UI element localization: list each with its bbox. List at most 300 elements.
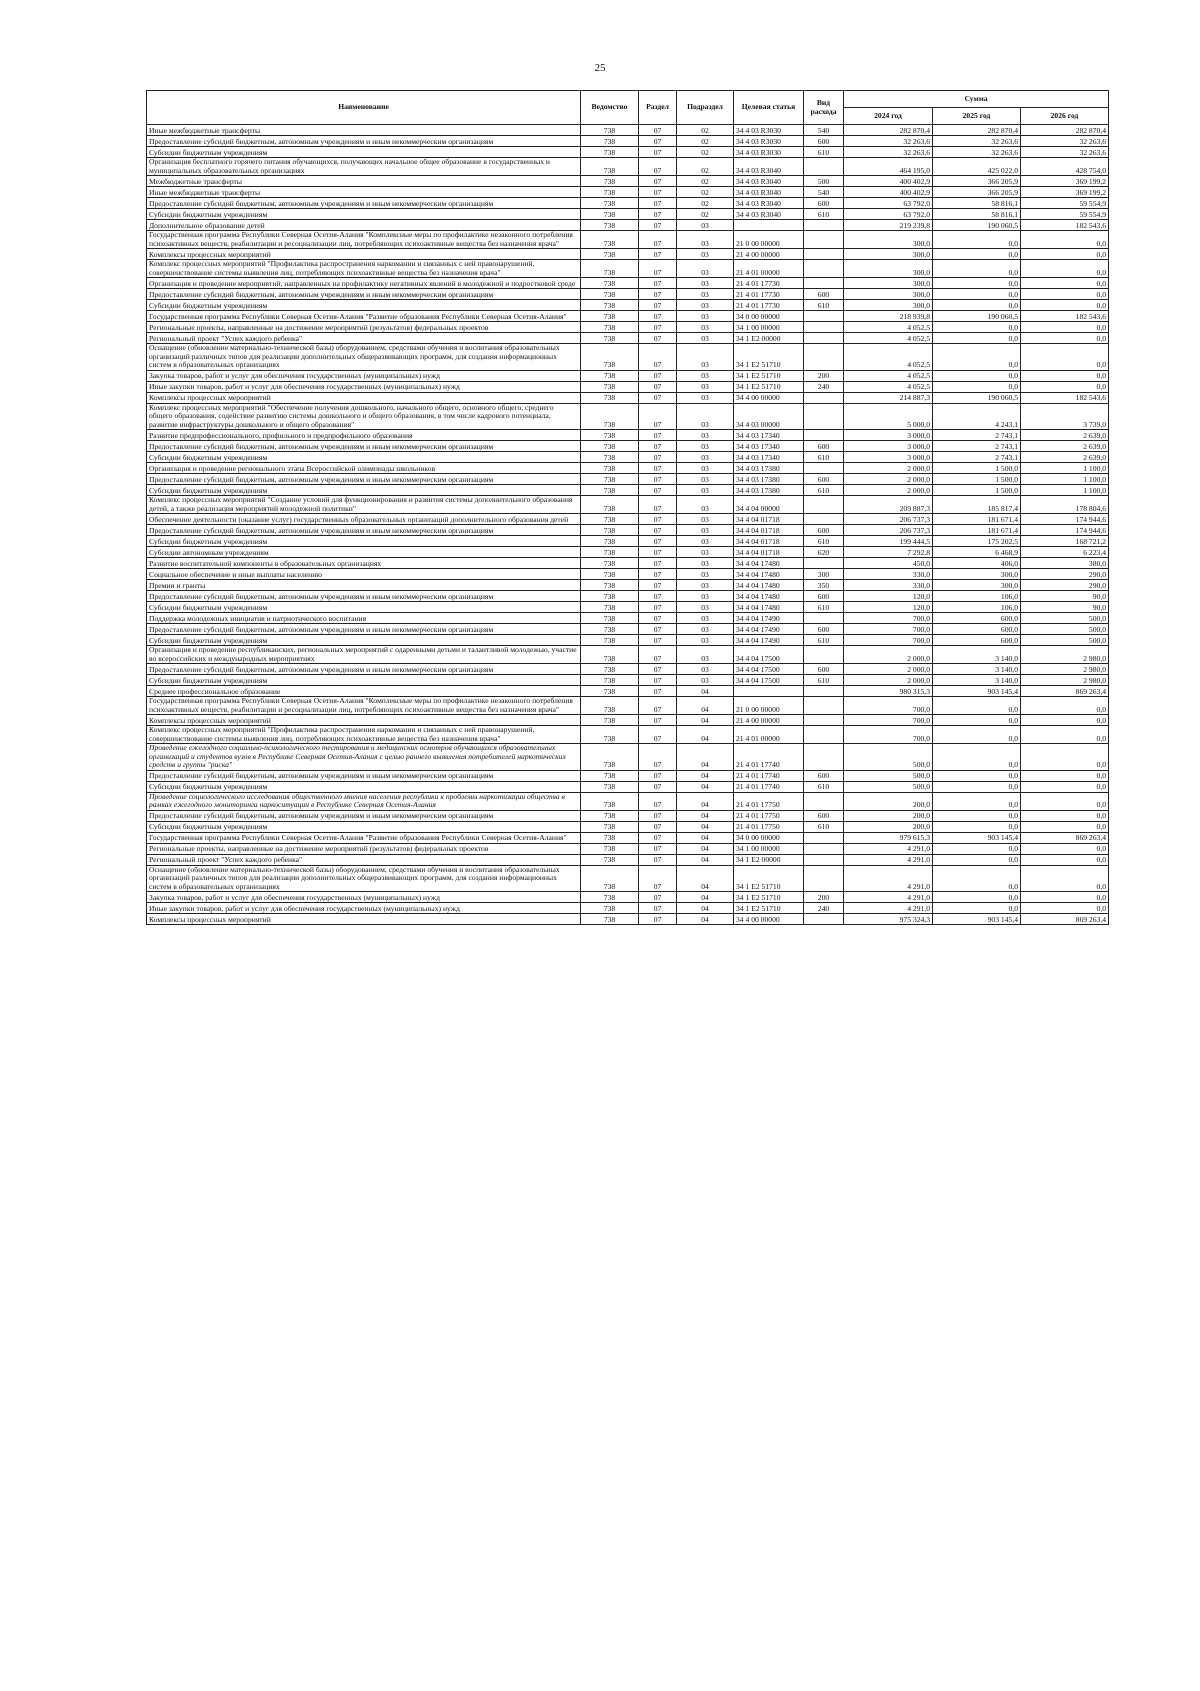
cell-sum-2026: 869 263,4 [1021,832,1109,843]
cell-sum-2026: 0,0 [1021,903,1109,914]
cell-sum-2025: 0,0 [933,333,1021,344]
cell-podrazdel: 04 [677,781,734,792]
cell-ved: 738 [581,865,639,892]
cell-vid [804,392,844,403]
cell-razdel: 07 [639,525,677,536]
cell-vid: 610 [804,635,844,646]
cell-ved: 738 [581,892,639,903]
cell-sum-2025: 0,0 [933,821,1021,832]
cell-name: Предоставление субсидий бюджетным, автономным учреждениям и иным некоммерческим организациям [147,474,581,485]
cell-podrazdel: 02 [677,209,734,220]
cell-sum-2024: 2 000,0 [844,463,933,474]
cell-sum-2024: 5 000,0 [844,403,933,430]
cell-razdel: 07 [639,854,677,865]
cell-podrazdel: 03 [677,646,734,664]
table-row [147,322,1109,333]
cell-celevaya: 34 4 04 17490 [734,613,804,624]
cell-podrazdel: 02 [677,187,734,198]
cell-name: Закупка товаров, работ и услуг для обеспечения государственных (муниципальных) нужд [147,892,581,903]
cell-razdel: 07 [639,580,677,591]
cell-razdel: 07 [639,781,677,792]
cell-sum-2026: 0,0 [1021,865,1109,892]
cell-razdel: 07 [639,697,677,715]
cell-podrazdel: 03 [677,430,734,441]
table-row [147,832,1109,843]
cell-name: Региональный проект "Успех каждого ребенка" [147,854,581,865]
cell-name: Межбюджетные трансферты [147,176,581,187]
table-row [147,231,1109,249]
cell-celevaya: 34 4 00 00000 [734,914,804,925]
cell-celevaya: 21 4 01 17750 [734,810,804,821]
cell-podrazdel: 04 [677,715,734,726]
cell-vid [804,726,844,744]
cell-sum-2025: 106,0 [933,591,1021,602]
table-row [147,514,1109,525]
cell-ved: 738 [581,914,639,925]
cell-sum-2026: 0,0 [1021,289,1109,300]
cell-sum-2025: 0,0 [933,300,1021,311]
cell-razdel: 07 [639,903,677,914]
cell-podrazdel: 02 [677,176,734,187]
cell-ved: 738 [581,569,639,580]
table-row [147,176,1109,187]
cell-sum-2026: 0,0 [1021,333,1109,344]
cell-sum-2025: 0,0 [933,810,1021,821]
cell-sum-2025: 0,0 [933,344,1021,371]
cell-ved: 738 [581,781,639,792]
cell-sum-2024: 300,0 [844,278,933,289]
cell-podrazdel: 04 [677,832,734,843]
cell-vid [804,463,844,474]
cell-name: Предоставление субсидий бюджетным, автономным учреждениям и иным некоммерческим организациям [147,136,581,147]
table-row [147,333,1109,344]
cell-podrazdel: 04 [677,914,734,925]
cell-ved: 738 [581,744,639,771]
cell-name: Развитие предпрофессионального, профильного и предпрофильного образования [147,430,581,441]
cell-sum-2024: 300,0 [844,231,933,249]
cell-podrazdel: 03 [677,463,734,474]
cell-sum-2025: 300,0 [933,580,1021,591]
cell-podrazdel: 03 [677,547,734,558]
cell-razdel: 07 [639,770,677,781]
cell-sum-2024: 2 000,0 [844,474,933,485]
cell-sum-2024: 700,0 [844,726,933,744]
cell-podrazdel: 03 [677,403,734,430]
cell-name: Государственная программа Республики Северная Осетия-Алания "Комплексные меры по профилактике незаконного потребления психоактивных веществ, реабилитации и ресоциализации лиц, потребляющих психоактивные вещества без назначения врача" [147,231,581,249]
cell-sum-2024: 2 000,0 [844,485,933,496]
cell-podrazdel: 03 [677,602,734,613]
cell-celevaya: 34 1 E2 51710 [734,903,804,914]
cell-sum-2024: 3 000,0 [844,452,933,463]
cell-podrazdel: 03 [677,370,734,381]
cell-vid [804,220,844,231]
cell-name: Комплекс процессных мероприятий "Профилактика распространения наркомании и связанных с ней правонарушений, совершенствование системы выявления лиц, потребляющих психоактивные вещества без назначения врача" [147,726,581,744]
cell-celevaya: 34 0 00 00000 [734,311,804,322]
cell-vid [804,333,844,344]
cell-ved: 738 [581,591,639,602]
cell-name: Комплексы процессных мероприятий [147,249,581,260]
cell-name: Предоставление субсидий бюджетным, автономным учреждениям и иным некоммерческим организациям [147,591,581,602]
cell-podrazdel: 04 [677,865,734,892]
cell-razdel: 07 [639,485,677,496]
cell-sum-2024: 3 000,0 [844,430,933,441]
cell-sum-2026: 178 804,6 [1021,496,1109,514]
cell-celevaya: 34 1 E2 51710 [734,370,804,381]
cell-celevaya: 34 4 04 01718 [734,514,804,525]
cell-celevaya: 34 4 03 17340 [734,452,804,463]
cell-sum-2024: 120,0 [844,602,933,613]
cell-sum-2026: 0,0 [1021,770,1109,781]
cell-name: Оснащение (обновление материально-технической базы) оборудованием, средствами обучения и воспитания образовательных организаций различных типов для реализации дополнительных общеразвивающих программ, для создания информационных систем в образовательных организациях [147,344,581,371]
table-row [147,311,1109,322]
cell-razdel: 07 [639,744,677,771]
cell-sum-2025: 1 500,0 [933,485,1021,496]
cell-sum-2024: 980 315,3 [844,686,933,697]
table-row [147,635,1109,646]
cell-celevaya: 34 4 04 01718 [734,536,804,547]
cell-sum-2025: 2 743,1 [933,441,1021,452]
cell-name: Предоставление субсидий бюджетным, автономным учреждениям и иным некоммерческим организациям [147,810,581,821]
cell-name: Региональный проект "Успех каждого ребенка" [147,333,581,344]
cell-ved: 738 [581,770,639,781]
cell-sum-2026: 59 554,9 [1021,198,1109,209]
cell-ved: 738 [581,675,639,686]
table-row [147,744,1109,771]
cell-sum-2025: 600,0 [933,613,1021,624]
cell-sum-2025: 190 060,5 [933,220,1021,231]
cell-celevaya: 34 4 03 R3040 [734,198,804,209]
cell-sum-2024: 4 291,0 [844,903,933,914]
cell-razdel: 07 [639,613,677,624]
cell-sum-2024: 32 263,6 [844,147,933,158]
cell-celevaya: 34 1 E2 00000 [734,333,804,344]
cell-sum-2026: 0,0 [1021,370,1109,381]
cell-sum-2024: 282 870,4 [844,125,933,136]
cell-name: Среднее профессиональное образование [147,686,581,697]
cell-sum-2026: 90,0 [1021,591,1109,602]
cell-sum-2024: 199 444,5 [844,536,933,547]
cell-razdel: 07 [639,591,677,602]
cell-sum-2025: 425 022,0 [933,158,1021,176]
table-row [147,496,1109,514]
cell-podrazdel: 04 [677,697,734,715]
cell-sum-2026: 90,0 [1021,602,1109,613]
cell-podrazdel: 03 [677,536,734,547]
cell-sum-2025: 0,0 [933,322,1021,333]
cell-sum-2024: 400 402,9 [844,176,933,187]
table-row [147,452,1109,463]
cell-sum-2024: 7 292,8 [844,547,933,558]
cell-celevaya: 34 1 E2 51710 [734,892,804,903]
table-row [147,558,1109,569]
cell-sum-2024: 219 239,8 [844,220,933,231]
table-row [147,715,1109,726]
cell-celevaya: 34 1 00 00000 [734,843,804,854]
cell-sum-2026: 500,0 [1021,613,1109,624]
cell-ved: 738 [581,854,639,865]
cell-name: Субсидии бюджетным учреждениям [147,485,581,496]
table-row [147,726,1109,744]
cell-name: Субсидии бюджетным учреждениям [147,675,581,686]
cell-vid [804,686,844,697]
cell-ved: 738 [581,792,639,810]
cell-sum-2025: 0,0 [933,289,1021,300]
cell-razdel: 07 [639,474,677,485]
cell-sum-2025: 0,0 [933,792,1021,810]
cell-sum-2026: 0,0 [1021,381,1109,392]
table-row [147,344,1109,371]
cell-vid [804,311,844,322]
cell-podrazdel: 03 [677,452,734,463]
cell-sum-2024: 500,0 [844,781,933,792]
cell-sum-2025: 282 870,4 [933,125,1021,136]
cell-sum-2024: 206 737,3 [844,525,933,536]
cell-razdel: 07 [639,176,677,187]
cell-ved: 738 [581,333,639,344]
cell-podrazdel: 03 [677,260,734,278]
cell-sum-2026: 869 263,4 [1021,914,1109,925]
cell-sum-2025: 185 817,4 [933,496,1021,514]
cell-sum-2024: 975 324,3 [844,914,933,925]
cell-ved: 738 [581,249,639,260]
cell-sum-2026: 0,0 [1021,697,1109,715]
cell-celevaya: 21 4 01 17750 [734,792,804,810]
cell-celevaya: 34 4 03 00000 [734,403,804,430]
table-row [147,525,1109,536]
cell-razdel: 07 [639,333,677,344]
cell-vid [804,697,844,715]
cell-sum-2026: 0,0 [1021,344,1109,371]
cell-name: Иные закупки товаров, работ и услуг для обеспечения государственных (муниципальных) нужд [147,903,581,914]
cell-sum-2025: 0,0 [933,865,1021,892]
cell-name: Предоставление субсидий бюджетным, автономным учреждениям и иным некоммерческим организациям [147,441,581,452]
cell-podrazdel: 03 [677,558,734,569]
cell-sum-2026: 2 980,0 [1021,664,1109,675]
page-number: 25 [594,62,606,74]
header-ved: Ведомство [581,91,639,125]
cell-vid: 600 [804,441,844,452]
cell-celevaya: 34 4 04 17480 [734,580,804,591]
cell-sum-2024: 4 052,5 [844,381,933,392]
cell-name: Предоставление субсидий бюджетным, автономным учреждениям и иным некоммерческим организациям [147,664,581,675]
header-2024: 2024 год [844,108,933,125]
header-razdel: Раздел [639,91,677,125]
cell-ved: 738 [581,441,639,452]
table-row [147,624,1109,635]
table-row [147,485,1109,496]
cell-name: Субсидии бюджетным учреждениям [147,781,581,792]
cell-razdel: 07 [639,322,677,333]
cell-celevaya: 21 4 01 17750 [734,821,804,832]
cell-sum-2025: 0,0 [933,260,1021,278]
cell-vid: 600 [804,664,844,675]
cell-sum-2024: 2 000,0 [844,664,933,675]
cell-name: Иные закупки товаров, работ и услуг для обеспечения государственных (муниципальных) нужд [147,381,581,392]
cell-celevaya: 34 4 03 R3040 [734,187,804,198]
cell-sum-2026: 2 639,0 [1021,441,1109,452]
cell-ved: 738 [581,311,639,322]
cell-sum-2024: 300,0 [844,300,933,311]
table-row [147,289,1109,300]
cell-podrazdel: 04 [677,843,734,854]
cell-name: Предоставление субсидий бюджетным, автономным учреждениям и иным некоммерческим организациям [147,525,581,536]
cell-ved: 738 [581,686,639,697]
cell-name: Закупка товаров, работ и услуг для обеспечения государственных (муниципальных) нужд [147,370,581,381]
cell-sum-2025: 406,0 [933,558,1021,569]
cell-vid: 600 [804,810,844,821]
cell-ved: 738 [581,580,639,591]
cell-ved: 738 [581,810,639,821]
cell-ved: 738 [581,602,639,613]
table-row [147,580,1109,591]
cell-podrazdel: 03 [677,311,734,322]
cell-sum-2026: 282 870,4 [1021,125,1109,136]
cell-podrazdel: 02 [677,198,734,209]
cell-podrazdel: 03 [677,514,734,525]
cell-name: Комплексы процессных мероприятий [147,715,581,726]
cell-name: Иные межбюджетные трансферты [147,187,581,198]
table-row [147,821,1109,832]
cell-ved: 738 [581,392,639,403]
cell-vid [804,430,844,441]
cell-sum-2024: 300,0 [844,260,933,278]
cell-vid: 540 [804,187,844,198]
cell-razdel: 07 [639,463,677,474]
cell-celevaya: 21 4 01 17730 [734,300,804,311]
cell-podrazdel: 04 [677,892,734,903]
cell-podrazdel: 03 [677,344,734,371]
cell-ved: 738 [581,278,639,289]
cell-name: Дополнительное образование детей [147,220,581,231]
cell-sum-2026: 2 980,0 [1021,675,1109,686]
cell-podrazdel: 04 [677,810,734,821]
cell-vid: 540 [804,125,844,136]
cell-vid: 600 [804,198,844,209]
cell-sum-2024: 700,0 [844,613,933,624]
cell-sum-2025: 903 145,4 [933,686,1021,697]
cell-podrazdel: 03 [677,635,734,646]
cell-vid: 610 [804,602,844,613]
cell-sum-2026: 0,0 [1021,744,1109,771]
cell-podrazdel: 03 [677,322,734,333]
cell-sum-2025: 190 060,5 [933,311,1021,322]
cell-vid: 610 [804,821,844,832]
cell-sum-2024: 300,0 [844,249,933,260]
cell-razdel: 07 [639,914,677,925]
cell-vid [804,231,844,249]
cell-celevaya: 34 4 03 17340 [734,430,804,441]
cell-sum-2025: 1 500,0 [933,474,1021,485]
table-row [147,249,1109,260]
cell-ved: 738 [581,664,639,675]
cell-podrazdel: 03 [677,664,734,675]
cell-podrazdel: 02 [677,158,734,176]
cell-ved: 738 [581,125,639,136]
cell-vid [804,792,844,810]
cell-name: Социальное обеспечение и иные выплаты населению [147,569,581,580]
cell-sum-2026: 182 543,6 [1021,220,1109,231]
cell-ved: 738 [581,547,639,558]
cell-razdel: 07 [639,726,677,744]
cell-vid [804,843,844,854]
cell-vid: 610 [804,147,844,158]
header-2025: 2025 год [933,108,1021,125]
cell-sum-2024: 330,0 [844,569,933,580]
cell-celevaya: 34 4 03 17380 [734,474,804,485]
cell-name: Комплексы процессных мероприятий [147,914,581,925]
cell-ved: 738 [581,536,639,547]
table-row [147,865,1109,892]
table-row [147,854,1109,865]
cell-vid [804,832,844,843]
table-row [147,547,1109,558]
cell-sum-2026: 380,0 [1021,558,1109,569]
cell-sum-2024: 200,0 [844,810,933,821]
table-row [147,463,1109,474]
cell-razdel: 07 [639,187,677,198]
cell-celevaya: 34 4 03 R3040 [734,176,804,187]
table-row [147,697,1109,715]
cell-sum-2024: 4 052,5 [844,344,933,371]
cell-celevaya [734,220,804,231]
cell-sum-2026: 174 944,6 [1021,525,1109,536]
cell-sum-2026: 290,0 [1021,580,1109,591]
cell-celevaya: 21 0 00 00000 [734,697,804,715]
cell-razdel: 07 [639,278,677,289]
cell-sum-2025: 175 202,5 [933,536,1021,547]
cell-vid: 610 [804,536,844,547]
cell-razdel: 07 [639,675,677,686]
cell-vid: 600 [804,591,844,602]
cell-razdel: 07 [639,403,677,430]
cell-ved: 738 [581,821,639,832]
cell-sum-2024: 209 887,3 [844,496,933,514]
table-row [147,569,1109,580]
cell-sum-2024: 4 291,0 [844,854,933,865]
cell-name: Комплексы процессных мероприятий [147,392,581,403]
table-row [147,892,1109,903]
cell-sum-2026: 0,0 [1021,260,1109,278]
cell-podrazdel: 03 [677,675,734,686]
cell-name: Государственная программа Республики Северная Осетия-Алания "Развитие образования Республики Северная Осетия-Алания" [147,311,581,322]
cell-ved: 738 [581,381,639,392]
table-row [147,198,1109,209]
cell-sum-2026: 2 980,0 [1021,646,1109,664]
table-row [147,903,1109,914]
cell-celevaya: 34 4 03 R3030 [734,147,804,158]
cell-name: Государственная программа Республики Северная Осетия-Алания "Развитие образования Республики Северная Осетия-Алания" [147,832,581,843]
cell-sum-2025: 181 671,4 [933,514,1021,525]
cell-sum-2026: 6 223,4 [1021,547,1109,558]
cell-podrazdel: 04 [677,903,734,914]
cell-podrazdel: 03 [677,392,734,403]
cell-podrazdel: 04 [677,770,734,781]
cell-razdel: 07 [639,260,677,278]
cell-razdel: 07 [639,865,677,892]
cell-vid: 600 [804,474,844,485]
cell-sum-2025: 190 060,5 [933,392,1021,403]
cell-sum-2025: 32 263,6 [933,136,1021,147]
cell-vid [804,646,844,664]
cell-name: Субсидии бюджетным учреждениям [147,452,581,463]
cell-sum-2026: 0,0 [1021,781,1109,792]
table-row [147,686,1109,697]
cell-name: Организация бесплатного горячего питания обучающихся, получающих начальное общее образование в государственных и муниципальных образовательных организациях [147,158,581,176]
cell-razdel: 07 [639,635,677,646]
cell-vid: 500 [804,176,844,187]
header-2026: 2026 год [1021,108,1109,125]
table-row [147,136,1109,147]
